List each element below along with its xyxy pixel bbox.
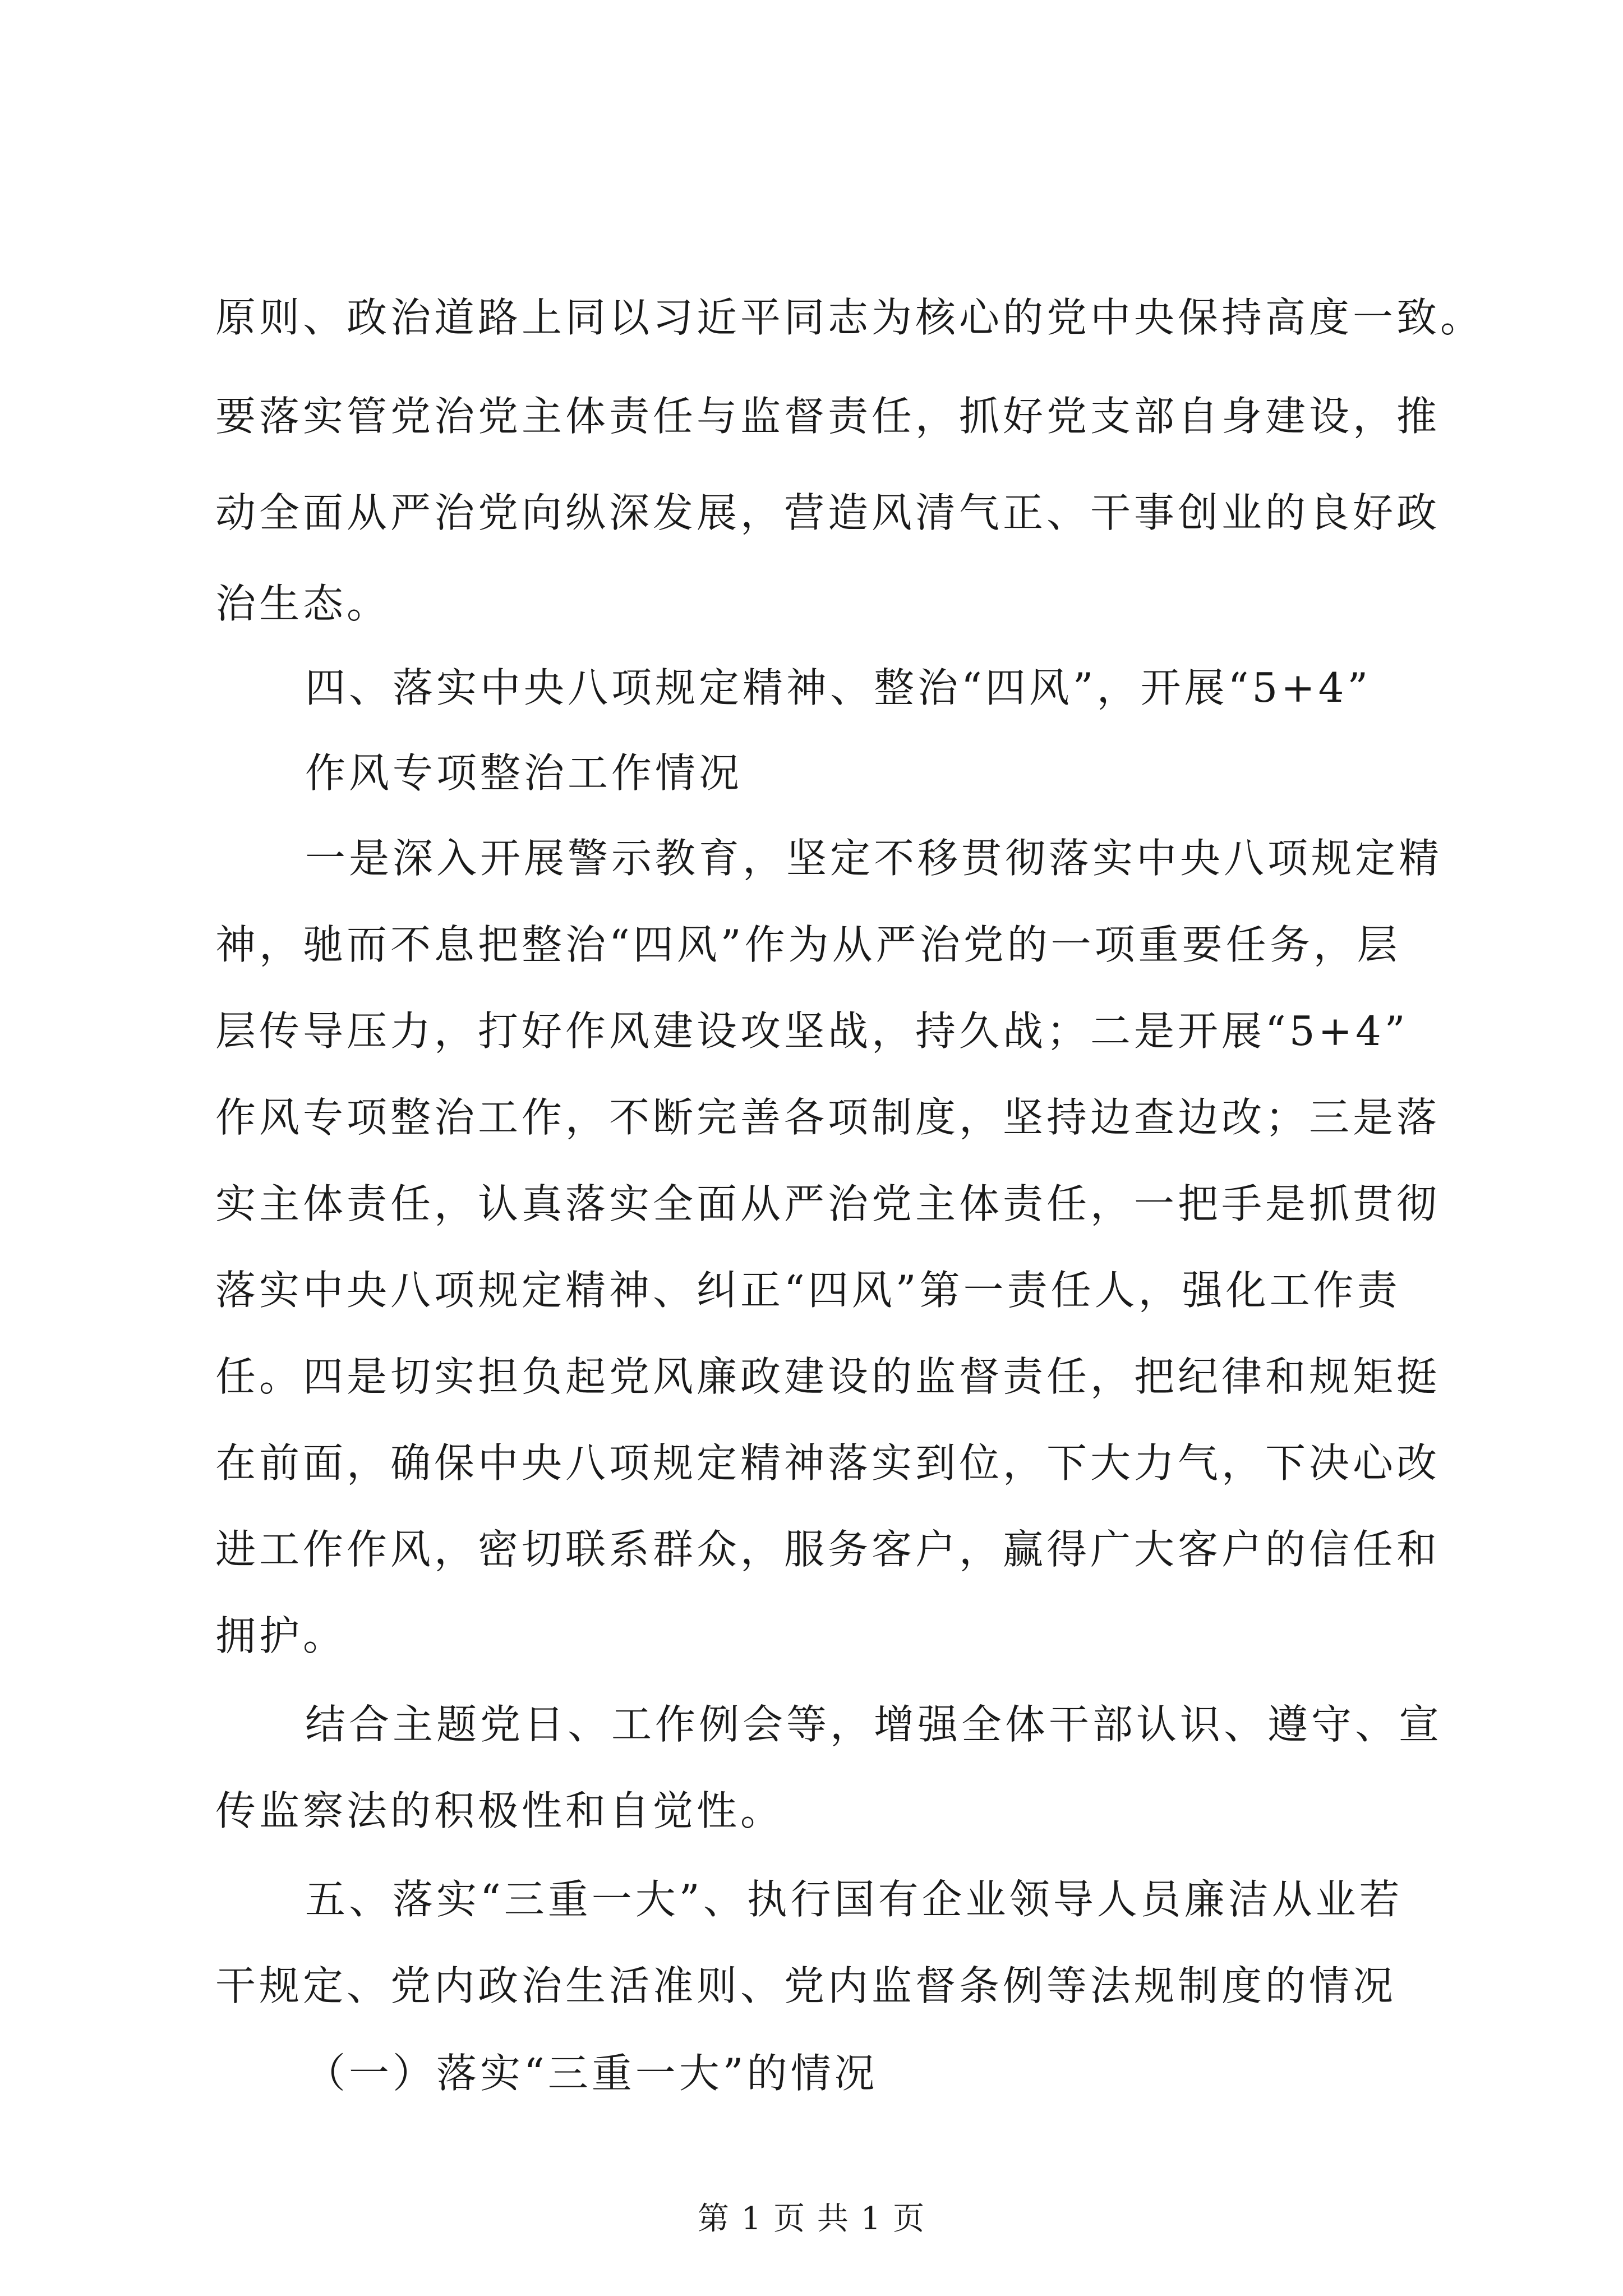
text-line-15: 进工作作风，密切联系群众，服务客户，赢得广大客户的信任和 [215,1526,1441,1573]
section-heading-4-line-2: 作风专项整治工作情况 [305,749,743,797]
text-line-13: 任。四是切实担负起党风廉政建设的监督责任，把纪律和规矩挺 [215,1353,1441,1400]
section-heading-5-line-1: 五、落实“三重一大”、执行国有企业领导人员廉洁从业若 [305,1876,1403,1923]
text-line-11: 实主体责任，认真落实全面从严治党主体责任，一把手是抓贯彻 [215,1180,1441,1227]
text-line-3: 动全面从严治党向纵深发展，营造风清气正、干事创业的良好政 [215,489,1441,536]
text-line-14: 在前面，确保中央八项规定精神落实到位，下大力气，下决心改 [215,1439,1441,1487]
text-line-2: 要落实管党治党主体责任与监督责任，抓好党支部自身建设，推 [215,393,1441,440]
text-line-18: 传监察法的积极性和自觉性。 [215,1787,785,1834]
text-line-1: 原则、政治道路上同以习近平同志为核心的党中央保持高度一致。 [215,294,1484,341]
page-footer: 第 1 页 共 1 页 [697,2201,926,2237]
text-line-4: 治生态。 [215,580,391,627]
text-line-17: 结合主题党日、工作例会等，增强全体干部认识、遵守、宣 [305,1701,1443,1748]
text-line-10: 作风专项整治工作，不断完善各项制度，坚持边查边改；三是落 [215,1094,1441,1141]
text-line-8: 神，驰而不息把整治“四风”作为从严治党的一项重要任务，层 [215,921,1401,968]
section-heading-4-line-1: 四、落实中央八项规定精神、整治“四风”，开展“5+4” [305,664,1372,711]
text-line-9: 层传导压力，打好作风建设攻坚战，持久战；二是开展“5+4” [215,1007,1409,1055]
section-heading-5-line-2: 干规定、党内政治生活准则、党内监督条例等法规制度的情况 [215,1962,1397,2009]
text-line-7: 一是深入开展警示教育，坚定不移贯彻落实中央八项规定精 [305,835,1443,882]
text-line-16: 拥护。 [215,1612,347,1659]
text-line-12: 落实中央八项规定精神、纠正“四风”第一责任人，强化工作责 [215,1267,1401,1314]
subsection-heading-1: （一）落实“三重一大”的情况 [305,2050,878,2097]
